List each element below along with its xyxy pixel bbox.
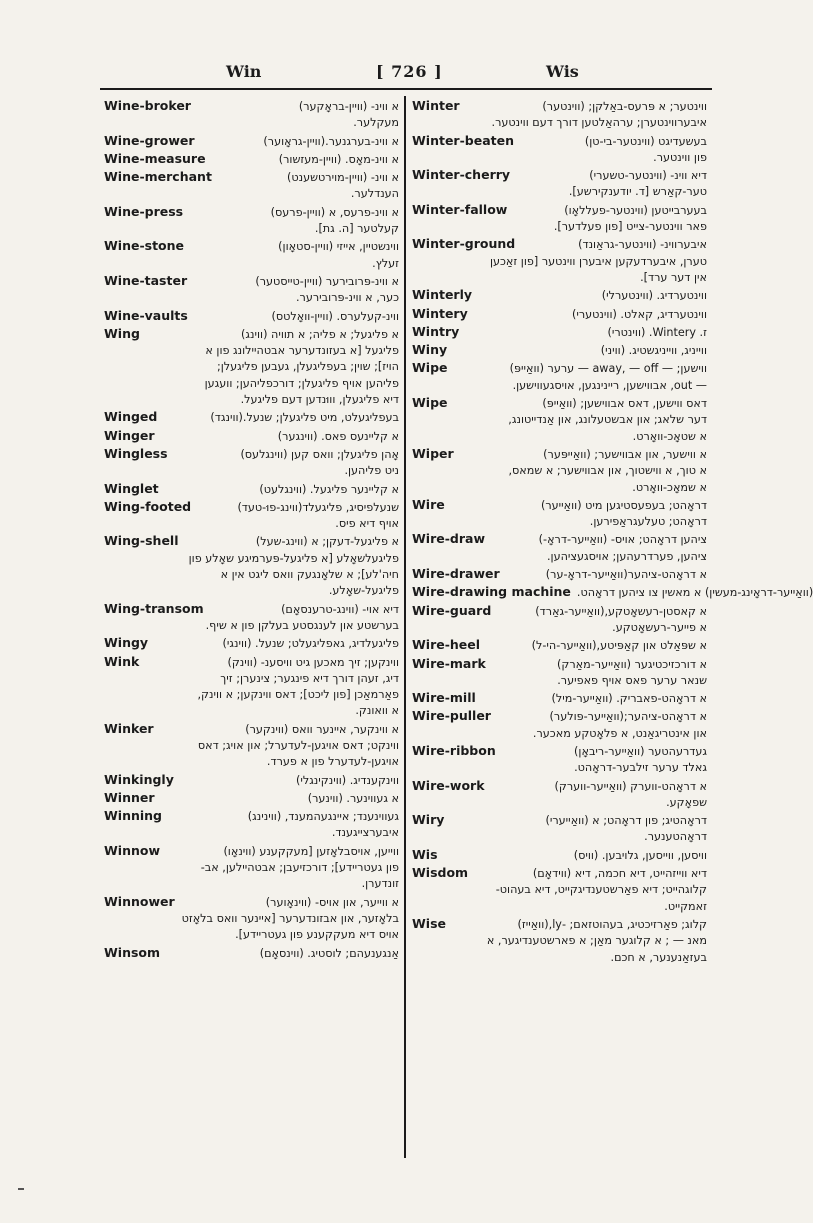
- entry-definition: א ווינ-מאָס. (וויין-מעזשור): [278, 152, 399, 166]
- entry-definition-continued: שפאָקע.: [666, 795, 707, 809]
- entry-definition: געווינענד; איינגעהמענד, (ווינינג): [247, 810, 399, 824]
- entry-definition: איבערווינ- (ווינטער-גראַונד): [578, 238, 707, 252]
- entry-headword: Wine-grower: [104, 132, 195, 148]
- entry-definition: ווישען; — away, — off — ערער (וואַייפּ): [509, 362, 707, 376]
- entry-definition-continued: דראָהט; טעלעגראַפירען.: [589, 515, 707, 529]
- entry-definition-continued: קעלטער [ה. גת].: [314, 222, 399, 236]
- entry-definition: בעשעדיגט (ווינטער-בי-טן): [584, 134, 707, 148]
- entry-definition: קלוג; פאַרזיכטיג, בעהוטזאם; -ly,(וואַייז): [517, 917, 707, 931]
- entry-definition: א ווינ-פרעס, א (וויין-פרעס): [270, 205, 399, 219]
- entry-definition: (וואַייער-דראָינג-מעשין) א מאשין צו ציהען דראָהט.: [576, 586, 813, 600]
- dictionary-entry: [104, 721, 399, 771]
- entry-first-line: [104, 204, 399, 221]
- entry-first-line: [104, 428, 399, 445]
- entry-headword: Wire-draw: [412, 531, 485, 547]
- entry-definition-continued: כער, א ווינ-פּרובירער.: [295, 291, 399, 305]
- entry-first-line: [412, 531, 707, 548]
- dictionary-entry: [104, 808, 399, 842]
- entry-definition-continued: א שמאָכ-וואָרט.: [632, 480, 707, 494]
- entry-definition-continued: פאַרמאַכן [פון ליכט]; דאס ווינקען; א ווינק,: [197, 688, 399, 702]
- entry-definition: א דורכזיכטיגער (וואַייער-מאַרק): [557, 657, 707, 671]
- entry-definition: א דראָהט-פאבריק. (וואַייער-מיל): [551, 692, 707, 706]
- entry-definition: ציהען דראָהט; אויס- (וואַייער-דראָ-): [538, 533, 707, 547]
- dictionary-entry: [104, 169, 399, 203]
- entry-definition: ווינ-קעלערס. (וויין-וואָלטס): [271, 309, 399, 323]
- dictionary-entry: [104, 204, 399, 238]
- entry-headword: Wing: [104, 325, 140, 341]
- entry-definition: אָהן פליגעלן; וואס קען (ווינגלעס): [240, 447, 399, 461]
- page-number: [ 726 ]: [376, 62, 443, 81]
- dictionary-entry: [412, 342, 707, 359]
- entry-definition-continued: ציהען, פערדרעהען; אויסגעציהען.: [547, 549, 707, 563]
- entry-first-line: [412, 708, 707, 725]
- entry-definition: געדרעהטער (וואַייער-ריבאָן): [574, 744, 707, 758]
- entry-definition: ווינקענדיג. (ווינקינגלי): [295, 773, 399, 787]
- entry-headword: Wire-ribbon: [412, 742, 496, 758]
- entry-definition: א ווישער, און אבווישער; (וואַייפּער): [543, 447, 707, 461]
- entry-headword: Wintry: [412, 323, 460, 339]
- entry-definition-continued: ניט פליהען.: [344, 464, 399, 478]
- entry-first-line: [412, 342, 707, 359]
- dictionary-entry: [104, 601, 399, 635]
- entry-definition: ווינשטיין, אייזי (וויין-סטאָון): [278, 240, 399, 254]
- entry-definition: א דראָהט-ציהער(וואַייער-דראָ-ער): [545, 568, 707, 582]
- entry-first-line: [412, 98, 707, 115]
- entry-definition: א ווינ-בערגנער.(וויין-גראָוער): [263, 134, 399, 148]
- entry-headword: Winter-ground: [412, 236, 516, 252]
- entry-headword: Wine-merchant: [104, 169, 212, 185]
- entry-headword: Wisdom: [412, 865, 469, 881]
- entry-first-line: [412, 916, 707, 933]
- entry-headword: Wire-heel: [412, 637, 481, 653]
- entry-first-line: [412, 778, 707, 795]
- entry-definition: דראָהטיג; פון דראָהט; א (וואַייערי): [545, 814, 707, 828]
- entry-definition-continued: פאר ווינטער-צייט [פון פעלדער].: [553, 220, 707, 234]
- entry-first-line: [412, 812, 707, 829]
- entry-definition: א ווינקער, איינער וואס (ווינקער): [245, 722, 399, 736]
- entry-headword: Winter-fallow: [412, 201, 508, 217]
- entry-definition-continued: טער-קאַרש [ד. יודענקירשע].: [568, 185, 707, 199]
- dictionary-entry: [104, 790, 399, 807]
- entry-headword: Wire-drawing machine: [412, 584, 571, 600]
- entry-first-line: [104, 273, 399, 290]
- entry-definition-continued: הענדלער.: [350, 187, 399, 201]
- entry-headword: Winter-cherry: [412, 167, 511, 183]
- entry-headword: Wine-stone: [104, 238, 185, 254]
- column-divider: [404, 96, 406, 1158]
- entry-definition: דראָהט; בעפעסטיגען מיט (וואַייער): [540, 498, 707, 512]
- header-left-guide-word: Win: [226, 62, 262, 81]
- entry-definition: דיא ווינ- (ווינטער-טשערי): [589, 169, 707, 183]
- entry-headword: Wire-mark: [412, 655, 486, 671]
- entry-first-line: [412, 133, 707, 150]
- entry-definition-continued: טערן, איבערדעקען איבערן ווינטער [פון זאַכען: [489, 254, 707, 268]
- entry-first-line: [104, 326, 399, 343]
- entry-definition-continued: בעזאַנענער, א חכם.: [610, 950, 707, 964]
- entry-first-line: [104, 446, 399, 463]
- entry-first-line: [412, 566, 707, 583]
- dictionary-entry: [412, 446, 707, 496]
- entry-first-line: [104, 654, 399, 671]
- entry-first-line: [412, 497, 707, 514]
- entry-first-line: [412, 847, 707, 864]
- entry-first-line: [104, 772, 399, 789]
- dictionary-entry: [412, 236, 707, 286]
- entry-definition-continued: דראָהטענער.: [644, 830, 707, 844]
- entry-headword: Wire-guard: [412, 602, 492, 618]
- entry-first-line: [412, 324, 707, 341]
- entry-definition-continued: מאנ — ; א קלוגער מאַן; א פארשטענדיגער, א: [486, 934, 707, 948]
- entry-definition: שנעלפיסיג, פליגעלד(ווינג-פוּ-טעד): [237, 500, 399, 514]
- entry-first-line: [412, 236, 707, 253]
- entry-definition-continued: א שטאָכ-וואָרט.: [632, 429, 707, 443]
- entry-headword: Wire-drawer: [412, 566, 500, 582]
- dictionary-entry: [104, 654, 399, 720]
- entry-headword: Wire-puller: [412, 708, 491, 724]
- entry-headword: Winsom: [104, 944, 161, 960]
- entry-definition-continued: הויז]; שוין; בעפליגעלן, געבען פליגעלן;: [216, 360, 399, 374]
- dictionary-entry: [104, 326, 399, 408]
- entry-headword: Winy: [412, 342, 448, 358]
- dictionary-entry: [412, 287, 707, 304]
- entry-definition-continued: אין דער ערד].: [640, 270, 707, 284]
- entry-headword: Wis: [412, 846, 438, 862]
- entry-first-line: [412, 656, 707, 673]
- entry-first-line: [104, 843, 399, 860]
- entry-definition: ווינטערדיג. (ווינטערלי): [601, 289, 707, 303]
- entry-definition-continued: זאמקייט.: [664, 899, 707, 913]
- header-right-guide-word: Wis: [546, 62, 579, 81]
- entry-definition-continued: אויס דיא מעקקענע פון געטריידע].: [235, 928, 399, 942]
- dictionary-entry: [412, 566, 707, 583]
- entry-definition: א ווייער, און אויס- (ווינאָוער): [265, 895, 399, 909]
- entry-definition-continued: דיא פליגעלן, וווּנדען דעם פליגעל.: [240, 393, 399, 407]
- entry-first-line: [104, 808, 399, 825]
- entry-definition: ווינטער; א פּרעס-באַלקן; (ווינטער): [542, 100, 707, 113]
- dictionary-entry: [412, 690, 707, 707]
- entry-first-line: [104, 533, 399, 550]
- dictionary-entry: [104, 308, 399, 325]
- dictionary-entry: [104, 238, 399, 272]
- entry-first-line: [412, 287, 707, 304]
- dictionary-entry: [412, 531, 707, 565]
- dictionary-entry: [412, 708, 707, 742]
- entry-headword: Winglet: [104, 480, 159, 496]
- dictionary-entry: [104, 151, 399, 168]
- entry-headword: Winged: [104, 409, 158, 425]
- entry-headword: Winner: [104, 789, 155, 805]
- entry-headword: Wing-footed: [104, 498, 192, 514]
- dictionary-entry: [412, 656, 707, 690]
- entry-headword: Winning: [104, 808, 163, 824]
- entry-definition-continued: פליגעלשאָלע [א פליגעל-פּערמיגע שאָלע פון: [188, 551, 399, 565]
- entry-definition-continued: דער שלאג; און אבשטעלונג, און אַנדייטונג,: [508, 413, 707, 427]
- entry-headword: Wiper: [412, 445, 454, 461]
- entry-headword: Wine-taster: [104, 272, 188, 288]
- entry-headword: Winker: [104, 720, 154, 736]
- dictionary-entry: [104, 273, 399, 307]
- entry-definition: א דראָהט-ציהער;(וואַייער-פּולער): [549, 710, 707, 724]
- dictionary-entry: [412, 847, 707, 864]
- entry-definition-continued: חיה'לע]; א שלאָנגעק וואס ליגט אין א: [220, 568, 399, 582]
- entry-first-line: [412, 360, 707, 377]
- right-column: [412, 98, 813, 967]
- entry-definition-continued: א טוך, א ווישטוך, און אבווישער; א שמאס,: [508, 464, 707, 478]
- entry-first-line: [104, 151, 399, 168]
- entry-headword: Wine-vaults: [104, 307, 188, 323]
- entry-first-line: [412, 167, 707, 184]
- entry-headword: Winter-beaten: [412, 132, 514, 148]
- entry-first-line: [104, 499, 399, 516]
- dictionary-entry: [412, 497, 707, 531]
- entry-headword: Wine-broker: [104, 98, 191, 113]
- entry-headword: Wingless: [104, 445, 168, 461]
- dictionary-entry: [412, 306, 707, 323]
- entry-definition: א ווינ- (וויין-מוירטשענט): [286, 171, 399, 185]
- entry-definition: א געווינער. (ווינער): [307, 791, 399, 805]
- entry-headword: Wing-shell: [104, 533, 179, 549]
- entry-first-line: [412, 637, 707, 654]
- entry-definition: א קליינער פליגעל. (ווינגלעט): [259, 482, 399, 496]
- entry-definition-continued: ווינקט; דאס אויגען-לעדערל; און אויג; דאס: [197, 738, 399, 752]
- dictionary-entry: [104, 894, 399, 944]
- dictionary-entry: [412, 603, 707, 637]
- entry-headword: Wire-mill: [412, 690, 476, 706]
- dictionary-entry: [412, 812, 707, 846]
- entry-first-line: [104, 894, 399, 911]
- entry-definition-continued: בלאָזער, און אבזונדערער [איינער וואס בלאָזט: [181, 911, 399, 925]
- entry-definition: ווינקען; זיך מאכען גיט וויסענ- (ווינק): [227, 655, 399, 669]
- entry-definition: בעפליגעלט, מיט פליגעלן; שנעל.(ווינגד): [210, 411, 399, 425]
- entry-headword: Winkingly: [104, 771, 174, 787]
- entry-headword: Wipe: [412, 360, 448, 376]
- entry-first-line: [412, 584, 813, 601]
- entry-headword: Winter: [412, 98, 460, 113]
- entry-headword: Wink: [104, 653, 140, 669]
- entry-first-line: [412, 865, 707, 882]
- entry-definition-continued: פליגעל [א בעזונדערער אבטהיילונג פון א: [205, 344, 399, 358]
- margin-mark: [18, 1188, 24, 1190]
- dictionary-entry: [412, 637, 707, 654]
- entry-headword: Wise: [412, 915, 446, 931]
- entry-first-line: [104, 635, 399, 652]
- entry-first-line: [412, 743, 707, 760]
- entry-definition-continued: איבערצייגענד.: [331, 826, 399, 840]
- entry-definition: א ווינ- (וויין-בראָקער): [298, 100, 399, 113]
- entry-definition: ווייען, אויסבלאָזען [מעקקענע (ווינאָו): [223, 844, 399, 858]
- entry-headword: Wire-work: [412, 777, 485, 793]
- entry-definition: פליגעלדיג, גאפליגעלט; שנעל. (ווינגי): [222, 637, 399, 651]
- header-rule: [100, 88, 712, 90]
- dictionary-entry: [104, 133, 399, 150]
- dictionary-entry: [412, 778, 707, 812]
- dictionary-entry: [104, 635, 399, 652]
- entry-definition: ז. Wintery. (ווינטרי): [607, 325, 707, 339]
- entry-first-line: [412, 202, 707, 219]
- dictionary-entry: [104, 446, 399, 480]
- entry-headword: Wipe: [412, 395, 448, 411]
- left-column: [104, 98, 399, 963]
- entry-definition: א שפּאַלט און קאַפּיטע,(וואַייער-הי-ל): [531, 639, 707, 653]
- entry-headword: Winnower: [104, 893, 175, 909]
- entry-first-line: [412, 395, 707, 412]
- dictionary-entry: [412, 167, 707, 201]
- dictionary-entry: [104, 409, 399, 426]
- dictionary-entry: [412, 133, 707, 167]
- entry-definition-continued: — out, אבווישען, ריינינגען, אויסגעווישען.: [512, 378, 707, 392]
- entry-definition: ווייניג, ווייניגשטיג. (וויני): [600, 344, 707, 358]
- entry-definition-continued: איבערווינטערן; ערהאַלטען דורך דעם ווינטער.: [491, 116, 707, 130]
- dictionary-entry: [412, 98, 707, 132]
- entry-definition-continued: פליהען אויף פליגעלן; דורכפליהען; וועגען: [204, 376, 399, 390]
- entry-definition: ווינטערדיג, קאלט. (ווינטערי): [571, 307, 707, 321]
- entry-definition-continued: א פייער-רעשאָטקע.: [612, 620, 707, 634]
- entry-headword: Wintery: [412, 305, 468, 321]
- entry-definition-continued: אויף דיא פיס.: [335, 517, 399, 531]
- entry-definition: וויסען, ווייסען, גלויבען. (וויס): [573, 848, 707, 862]
- dictionary-entry: [412, 202, 707, 236]
- entry-definition-continued: שנאר ערער פאס אויף פאפיער.: [557, 673, 707, 687]
- dictionary-entry: [104, 945, 399, 962]
- entry-definition-continued: דיג, זעהן דורך דיא פינגער; צינערן; זיך: [220, 671, 399, 685]
- entry-headword: Winterly: [412, 287, 473, 303]
- dictionary-entry: [104, 772, 399, 789]
- entry-definition: א קאסטן-רעשאָטקע,(וואַייער-גאַרד): [535, 604, 707, 618]
- entry-definition: א פליגעל; א פליה; א תוויה (ווינג): [241, 327, 399, 341]
- entry-definition: דיא אוי- (ווינג-טרענסאָם): [281, 602, 399, 616]
- dictionary-entry: [412, 584, 813, 601]
- entry-headword: Wing-transom: [104, 600, 204, 616]
- dictionary-entry: [412, 324, 707, 341]
- entry-definition: א דראָהט-ווערק (וואַייער-ווערק): [554, 779, 707, 793]
- entry-definition: א קליינעס פאס. (ווינגער): [277, 429, 399, 443]
- entry-first-line: [104, 169, 399, 186]
- entry-definition-continued: גאלד ערער זילבער-דראָהט.: [574, 761, 707, 775]
- entry-first-line: [104, 790, 399, 807]
- entry-definition-continued: מעקלער.: [353, 116, 399, 130]
- entry-first-line: [104, 133, 399, 150]
- entry-first-line: [412, 306, 707, 323]
- dictionary-entry: [412, 865, 707, 915]
- entry-headword: Wingy: [104, 635, 149, 651]
- entry-definition-continued: פליגעל-שאָלע.: [328, 584, 399, 598]
- entry-first-line: [104, 481, 399, 498]
- entry-definition: בעערבייטען (ווינטער-פעללאָו): [564, 203, 707, 217]
- entry-first-line: [104, 945, 399, 962]
- entry-headword: Wiry: [412, 812, 445, 828]
- entry-first-line: [104, 601, 399, 618]
- dictionary-entry: [412, 743, 707, 777]
- entry-definition: א ווינ-פּרובירער (וויין-טייסטער): [255, 274, 399, 288]
- entry-first-line: [412, 446, 707, 463]
- running-header: [100, 62, 710, 86]
- entry-first-line: [412, 690, 707, 707]
- dictionary-entry: [412, 916, 707, 966]
- dictionary-entry: [412, 360, 707, 394]
- dictionary-entry: [412, 395, 707, 445]
- dictionary-entry: [104, 481, 399, 498]
- entry-headword: Wire: [412, 496, 445, 512]
- entry-definition: אַנגענעהם; לוסטיג. (ווינסאָם): [259, 946, 399, 960]
- entry-definition-continued: בערשטע און לענגסטע בעלקן פון א שיף.: [205, 618, 399, 632]
- entry-definition-continued: אויגען-לעדערל פון א פערד.: [266, 755, 399, 769]
- entry-definition-continued: קלוגהייט; דיא פאַרשטענדיגקייט, דיא בעהוט-: [495, 883, 707, 897]
- entry-first-line: [104, 308, 399, 325]
- entry-definition: דיא ווייזהייט, דיא חכמה, דיא (ווידאָם): [532, 867, 707, 881]
- entry-headword: Wine-measure: [104, 150, 206, 166]
- entry-first-line: [104, 721, 399, 738]
- dictionary-entry: [104, 533, 399, 599]
- entry-definition: דאס ווישען, דאס אבווישען; (וואַייפּ): [542, 397, 707, 411]
- dictionary-entry: [104, 499, 399, 533]
- entry-headword: Wine-press: [104, 203, 184, 219]
- entry-definition-continued: א וואונק.: [355, 704, 399, 718]
- entry-definition-continued: און אינטריגאַנט, א פלאָטקע מאכער.: [532, 726, 707, 740]
- dictionary-entry: [104, 843, 399, 893]
- entry-first-line: [412, 603, 707, 620]
- entry-first-line: [104, 409, 399, 426]
- entry-definition: א פליגעל-דעקן; א (ווינג-שעל): [255, 535, 399, 549]
- entry-first-line: [104, 238, 399, 255]
- entry-definition-continued: זונדערן.: [361, 877, 399, 891]
- entry-headword: Winnow: [104, 842, 161, 858]
- entry-definition-continued: פון געטריידע]; דורכזיעבן; אבטהיילען, אב-: [200, 861, 399, 875]
- entry-headword: Winger: [104, 427, 155, 443]
- dictionary-entry: [104, 98, 399, 132]
- entry-first-line: [104, 98, 399, 115]
- entry-definition-continued: זעלץ.: [372, 256, 399, 270]
- dictionary-entry: [104, 428, 399, 445]
- entry-definition-continued: פון ווינטער.: [653, 150, 707, 164]
